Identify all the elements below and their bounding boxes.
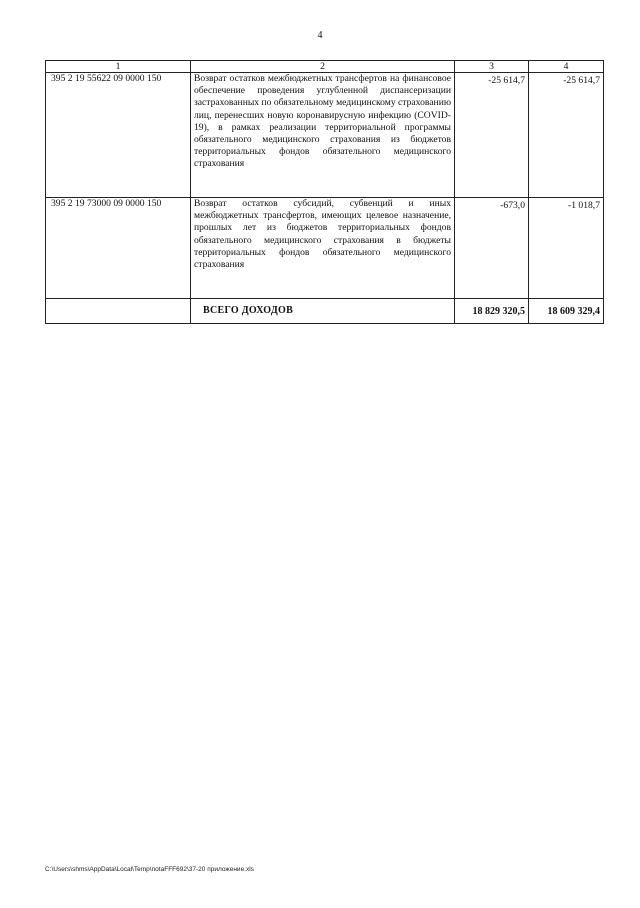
- table-row: [46, 198, 604, 299]
- total-col4-cell: 18 609 329,4: [529, 299, 604, 324]
- description-cell: Возврат остатков субсидий, субвенций и иных межбюджетных трансфертов, имеющих целевое назначение, прошлых лет из бюджетов территориальных фондов обязательного медицинского страхования в бюджеты территориальных фондов обязательного медицинского страхования: [191, 198, 455, 299]
- table-header-row: [46, 61, 604, 73]
- table-row: [46, 73, 604, 198]
- total-row: [46, 299, 604, 324]
- column-header-1: 1: [46, 61, 191, 73]
- amount-col4-cell: -1 018,7: [529, 198, 604, 299]
- total-empty-cell: [46, 299, 191, 324]
- budget-code-cell: 395 2 19 73000 09 0000 150: [46, 198, 191, 299]
- total-col3-cell: 18 829 320,5: [455, 299, 529, 324]
- column-header-4: 4: [529, 61, 604, 73]
- total-label: ВСЕГО ДОХОДОВ: [191, 299, 455, 324]
- description-cell: Возврат остатков межбюджетных трансфертов на финансовое обеспечение проведения углубленной диспансеризации застрахованных по обязательному медицинскому страхованию лиц, перенесших новую коронавирусную инфекцию (COVID-19), в рамках реализации территориальной программы обязательного медицинского страхования из бюджетов территориальных фондов обязательного медицинского страхования: [191, 73, 455, 198]
- budget-code-cell: 395 2 19 55622 09 0000 150: [46, 73, 191, 198]
- page-number: 4: [317, 30, 323, 41]
- file-path-footer: C:\Users\shms\AppData\Local\Temp\notaFFF692\37-20 приложение.xls: [45, 866, 254, 873]
- amount-col3-cell: -673,0: [455, 198, 529, 299]
- budget-table: [45, 60, 604, 324]
- amount-col4-cell: -25 614,7: [529, 73, 604, 198]
- column-header-2: 2: [191, 61, 455, 73]
- column-header-3: 3: [455, 61, 529, 73]
- amount-col3-cell: -25 614,7: [455, 73, 529, 198]
